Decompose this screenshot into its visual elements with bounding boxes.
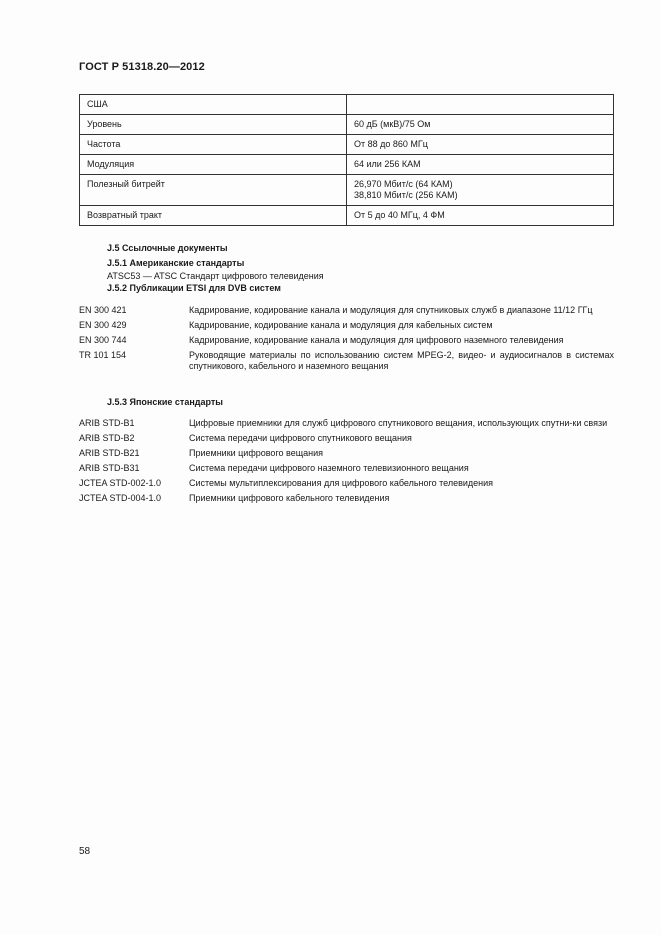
section-heading-j53: J.5.3 Японские стандарты [107, 397, 223, 407]
list-item [79, 463, 614, 474]
list-item [79, 433, 614, 444]
list-item [79, 418, 614, 429]
reference-description: Приемники цифрового кабельного телевидения [189, 493, 390, 503]
etsi-reference-list [79, 305, 614, 376]
section-heading-j51: J.5.1 Американские стандарты [107, 258, 245, 268]
spec-table [79, 94, 614, 226]
reference-code: JCTEA STD-002-1.0 [79, 478, 162, 488]
value-line: 26,970 Мбит/с (64 КАМ) [354, 179, 453, 189]
table-row [80, 175, 614, 206]
reference-code: ARIB STD-B1 [79, 418, 135, 428]
reference-code: EN 300 429 [79, 320, 127, 330]
value-cell: 64 или 256 КАМ [347, 155, 614, 175]
list-item [79, 350, 614, 372]
value-cell [347, 175, 614, 206]
table-row [80, 115, 614, 135]
reference-code: ARIB STD-B31 [79, 463, 140, 473]
list-item [79, 448, 614, 459]
reference-code: ARIB STD-B2 [79, 433, 135, 443]
document-header: ГОСТ Р 51318.20—2012 [79, 61, 205, 73]
table-row [80, 206, 614, 226]
reference-description: Цифровые приемники для служб цифрового спутникового вещания, использующих спутни-ки связи [189, 418, 608, 428]
reference-description: Руководящие материалы по использованию систем MPEG-2, видео- и аудиосигналов в системах спутникового, кабельного и наземного вещания [189, 350, 614, 371]
list-item [79, 320, 614, 331]
page-number: 58 [79, 846, 91, 857]
section-heading-j52: J.5.2 Публикации ETSI для DVB систем [107, 283, 281, 293]
table-row [80, 135, 614, 155]
list-item [79, 478, 614, 489]
reference-description: Приемники цифрового вещания [189, 448, 323, 458]
reference-description: Кадрирование, кодирование канала и модуляция для кабельных систем [189, 320, 493, 330]
param-cell: США [80, 95, 347, 115]
section-text-j51: ATSC53 — ATSC Стандарт цифрового телевидения [107, 271, 324, 281]
value-line: 38,810 Мбит/с (256 КАМ) [354, 190, 458, 200]
param-cell: Возвратный тракт [80, 206, 347, 226]
reference-description: Кадрирование, кодирование канала и модуляция для цифрового наземного телевидения [189, 335, 564, 345]
reference-code: ARIB STD-B21 [79, 448, 140, 458]
param-cell: Модуляция [80, 155, 347, 175]
value-cell: От 88 до 860 МГц [347, 135, 614, 155]
list-item [79, 305, 614, 316]
japan-reference-list [79, 418, 614, 508]
reference-code: EN 300 744 [79, 335, 127, 345]
reference-description: Система передачи цифрового наземного телевизионного вещания [189, 463, 469, 473]
reference-code: JCTEA STD-004-1.0 [79, 493, 162, 503]
section-heading-j5: J.5 Ссылочные документы [107, 243, 228, 253]
value-cell [347, 95, 614, 115]
reference-code: EN 300 421 [79, 305, 127, 315]
value-cell: От 5 до 40 МГц, 4 ФМ [347, 206, 614, 226]
reference-description: Система передачи цифрового спутникового вещания [189, 433, 412, 443]
reference-description: Кадрирование, кодирование канала и модуляция для спутниковых служб в диапазоне 11/12 ГГц [189, 305, 593, 315]
list-item [79, 335, 614, 346]
table-row [80, 155, 614, 175]
value-cell: 60 дБ (мкВ)/75 Ом [347, 115, 614, 135]
list-item [79, 493, 614, 504]
param-cell: Частота [80, 135, 347, 155]
reference-code: TR 101 154 [79, 350, 127, 360]
reference-description: Системы мультиплексирования для цифрового кабельного телевидения [189, 478, 494, 488]
param-cell: Полезный битрейт [80, 175, 347, 206]
table-row [80, 95, 614, 115]
param-cell: Уровень [80, 115, 347, 135]
